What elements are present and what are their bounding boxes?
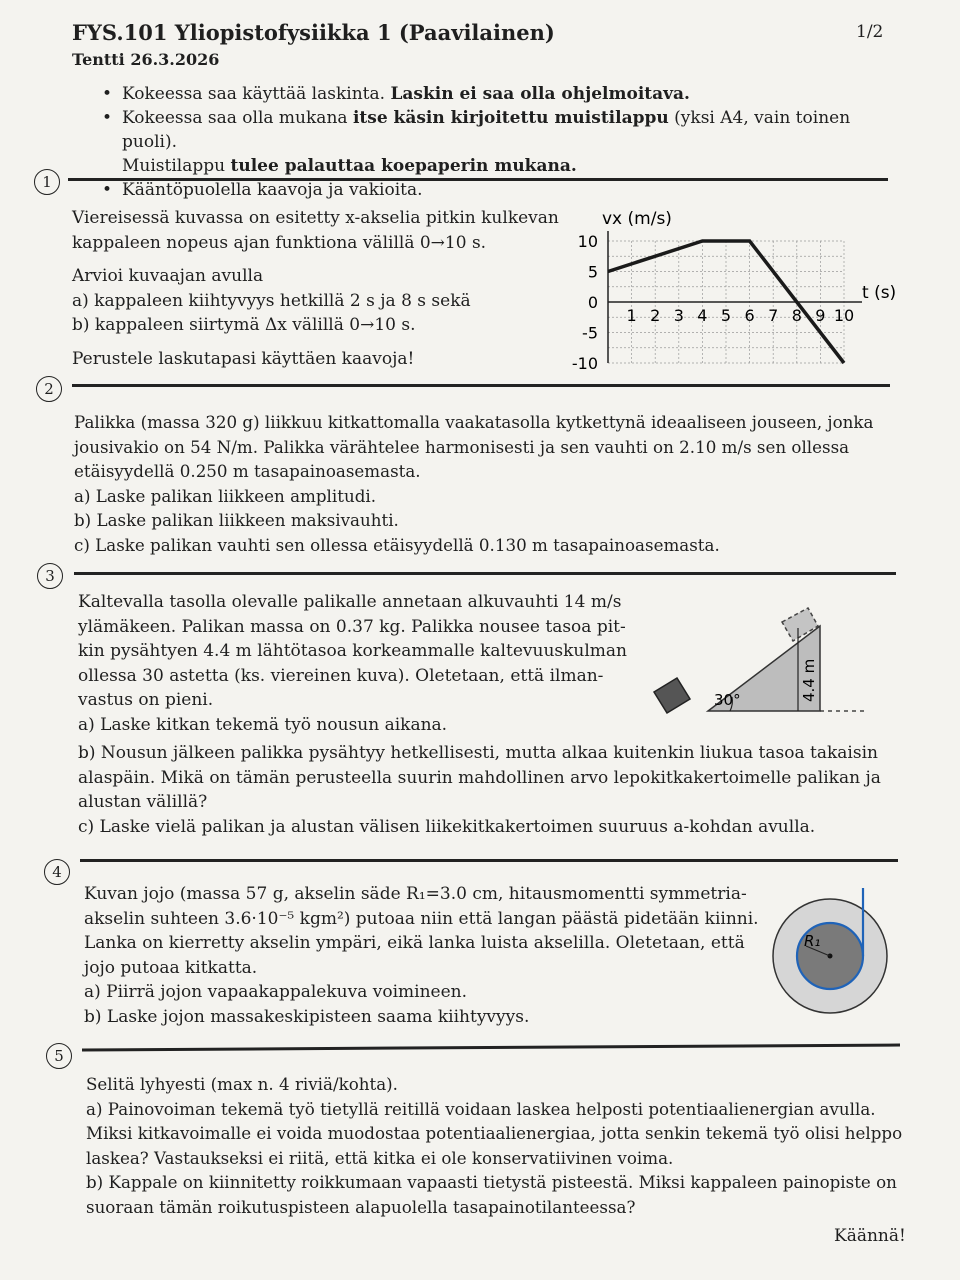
turn-page-note: Käännä! (834, 1226, 906, 1246)
section-divider (80, 859, 898, 862)
rule-bold-text: Laskin ei saa olla ohjelmoitava. (390, 84, 690, 104)
text-line: Kuvan jojo (massa 57 g, akselin säde R₁=3.0 cm, hitausmomentti symmetria- (84, 884, 747, 904)
text-line: vastus on pieni. (78, 690, 214, 710)
rule-text: Kokeessa saa käyttää laskinta. (122, 84, 391, 104)
x-tick-label: 2 (650, 306, 661, 325)
y-tick-label: -10 (571, 354, 598, 373)
text-line: a) Piirrä jojon vapaakappalekuva voimineen. (84, 982, 468, 1002)
x-tick-label: 9 (815, 306, 826, 325)
rule-tail-text: (yksi A4, vain toinen puoli). (122, 108, 851, 152)
question-4-text (84, 882, 764, 1029)
rule-text: Kääntöpuolella kaavoja ja vakioita. (122, 180, 423, 200)
text-line: c) Laske vielä palikan ja alustan välisen liikekitkakertoimen suuruus a-kohdan avulla. (78, 816, 816, 837)
text-line: b) Nousun jälkeen palikka pysähtyy hetkellisesti, mutta alkaa kuitenkin liukua tasoa takaisin (78, 743, 878, 763)
text-line: ollessa 30 astetta (ks. viereinen kuva). Oletetaan, että ilman- (78, 665, 604, 686)
text-line: Arvioi kuvaajan avulla (72, 266, 264, 286)
x-tick-labels (627, 306, 855, 325)
exam-rules (100, 82, 900, 202)
text-line: kin pysähtyen 4.4 m lähtötasoa korkeammalle kaltevuuskulman (78, 641, 628, 661)
text-line: a) Painovoiman tekemä työ tietyllä reitillä voidaan laskea helposti potentiaalienergian avulla. (86, 1098, 876, 1119)
question-number-3: 3 (37, 563, 63, 589)
text-line: etäisyydellä 0.250 m tasapainoasemasta. (74, 461, 421, 481)
question-number-4: 4 (44, 859, 70, 885)
text-line: Selitä lyhyesti (max n. 4 riviä/kohta). (86, 1074, 398, 1094)
height-label: 4.4 m (800, 658, 818, 702)
text-line: akselin suhteen 3.6·10⁻⁵ kgm²) putoaa niin että langan päästä pidetään kiinni. (84, 908, 759, 929)
exam-date: Tentti 26.3.2026 (72, 50, 220, 69)
text-line: alaspäin. Mikä on tämän perusteella suurin mahdollinen arvo lepokitkakertoimelle palikan ja (78, 767, 881, 788)
text-line: b) Kappale on kiinnitetty roikkumaan vapaasti tietystä pisteestä. Miksi kappaleen painopiste on (86, 1172, 897, 1192)
question-number-1: 1 (34, 169, 60, 195)
section-divider (74, 572, 896, 575)
x-tick-label: 8 (791, 306, 802, 325)
text-line: b) Laske jojon massakeskipisteen saama kiihtyvyys. (84, 1006, 530, 1027)
y-tick-label: 5 (587, 262, 598, 282)
x-tick-label: 4 (697, 306, 708, 325)
section-divider (82, 1044, 900, 1051)
rule-item (100, 106, 900, 178)
text-line: Perustele laskutapasi käyttäen kaavoja! (72, 348, 415, 369)
rule-text: Muistilappu (122, 156, 231, 176)
section-divider (72, 384, 890, 387)
radius-label: R₁ (804, 932, 821, 950)
text-line: kappaleen nopeus ajan funktiona välillä 0→10 s. (72, 232, 487, 253)
y-tick-labels (572, 232, 598, 373)
text-line: jojo putoaa kitkatta. (84, 957, 258, 978)
text-line: Kaltevalla tasolla olevalle palikalle annetaan alkuvauhti 14 m/s (78, 592, 622, 612)
y-tick-label: 10 (577, 232, 598, 251)
course-title: FYS.101 Yliopistofysiikka 1 (Paavilainen) (72, 20, 555, 45)
text-line: b) Laske palikan liikkeen maksivauhti. (74, 510, 399, 530)
question-number-5: 5 (46, 1043, 72, 1069)
text-line: c) Laske palikan vauhti sen ollessa etäisyydellä 0.130 m tasapainoasemasta. (74, 534, 720, 555)
section-divider (68, 178, 888, 181)
x-tick-label: 1 (626, 306, 637, 325)
text-line: Miksi kitkavoimalle ei voida muodostaa potentiaalienergiaa, jotta senkin tekemä työ olisi helppo (86, 1123, 903, 1143)
text-line: Palikka (massa 320 g) liikkuu kitkattomalla vaakatasolla kytkettynä ideaaliseen jouseen, jonka (74, 412, 874, 432)
question-2-text (74, 410, 900, 557)
yoyo-figure (768, 882, 898, 1022)
rule-text: Kokeessa saa olla mukana (122, 108, 353, 128)
text-line: a) Laske kitkan tekemä työ nousun aikana. (78, 714, 448, 735)
x-tick-label: 7 (768, 306, 779, 325)
rule-bold-text: itse käsin kirjoitettu muistilappu (352, 108, 669, 128)
text-line: ylämäkeen. Palikan massa on 0.37 kg. Palikka nousee tasoa pit- (78, 616, 626, 637)
x-tick-label: 5 (720, 306, 732, 325)
text-line: laskea? Vastaukseksi ei riitä, että kitka ei ole konservatiivinen voima. (86, 1147, 674, 1168)
y-tick-label: 0 (587, 293, 598, 312)
text-line: b) kappaleen siirtymä Δx välillä 0→10 s. (72, 315, 416, 335)
velocity-chart (560, 198, 910, 383)
x-tick-label: 10 (833, 306, 855, 325)
rule-bold-text: tulee palauttaa koepaperin mukana. (230, 156, 577, 176)
text-line: Viereisessä kuvassa on esitetty x-akselia pitkin kulkevan (72, 208, 559, 228)
x-axis-label: t (s) (862, 283, 897, 303)
y-tick-label: -5 (582, 323, 598, 343)
y-axis-label: vx (m/s) (602, 209, 672, 229)
incline-figure (650, 598, 870, 720)
page-number: 1/2 (856, 22, 884, 42)
angle-label: 30° (714, 691, 741, 709)
text-line: Lanka on kierretty akselin ympäri, eikä lanka luista akselilla. Oletetaan, että (84, 933, 745, 953)
question-number-2: 2 (36, 376, 62, 402)
x-tick-label: 6 (744, 306, 755, 325)
text-line: suoraan tämän roikutuspisteen alapuolella tasapainotilanteessa? (86, 1196, 636, 1217)
question-1-text (72, 206, 582, 371)
rule-item (100, 82, 900, 106)
block-start (654, 678, 690, 713)
question-5-text (86, 1072, 906, 1219)
text-line: a) kappaleen kiihtyvyys hetkillä 2 s ja 8 s sekä (72, 290, 471, 311)
x-tick-label: 3 (673, 306, 684, 325)
text-line: alustan välillä? (78, 792, 208, 812)
text-line: jousivakio on 54 N/m. Palikka värähtelee harmonisesti ja sen vauhti on 2.10 m/s sen ollessa (74, 436, 850, 457)
text-line: a) Laske palikan liikkeen amplitudi. (74, 485, 377, 506)
